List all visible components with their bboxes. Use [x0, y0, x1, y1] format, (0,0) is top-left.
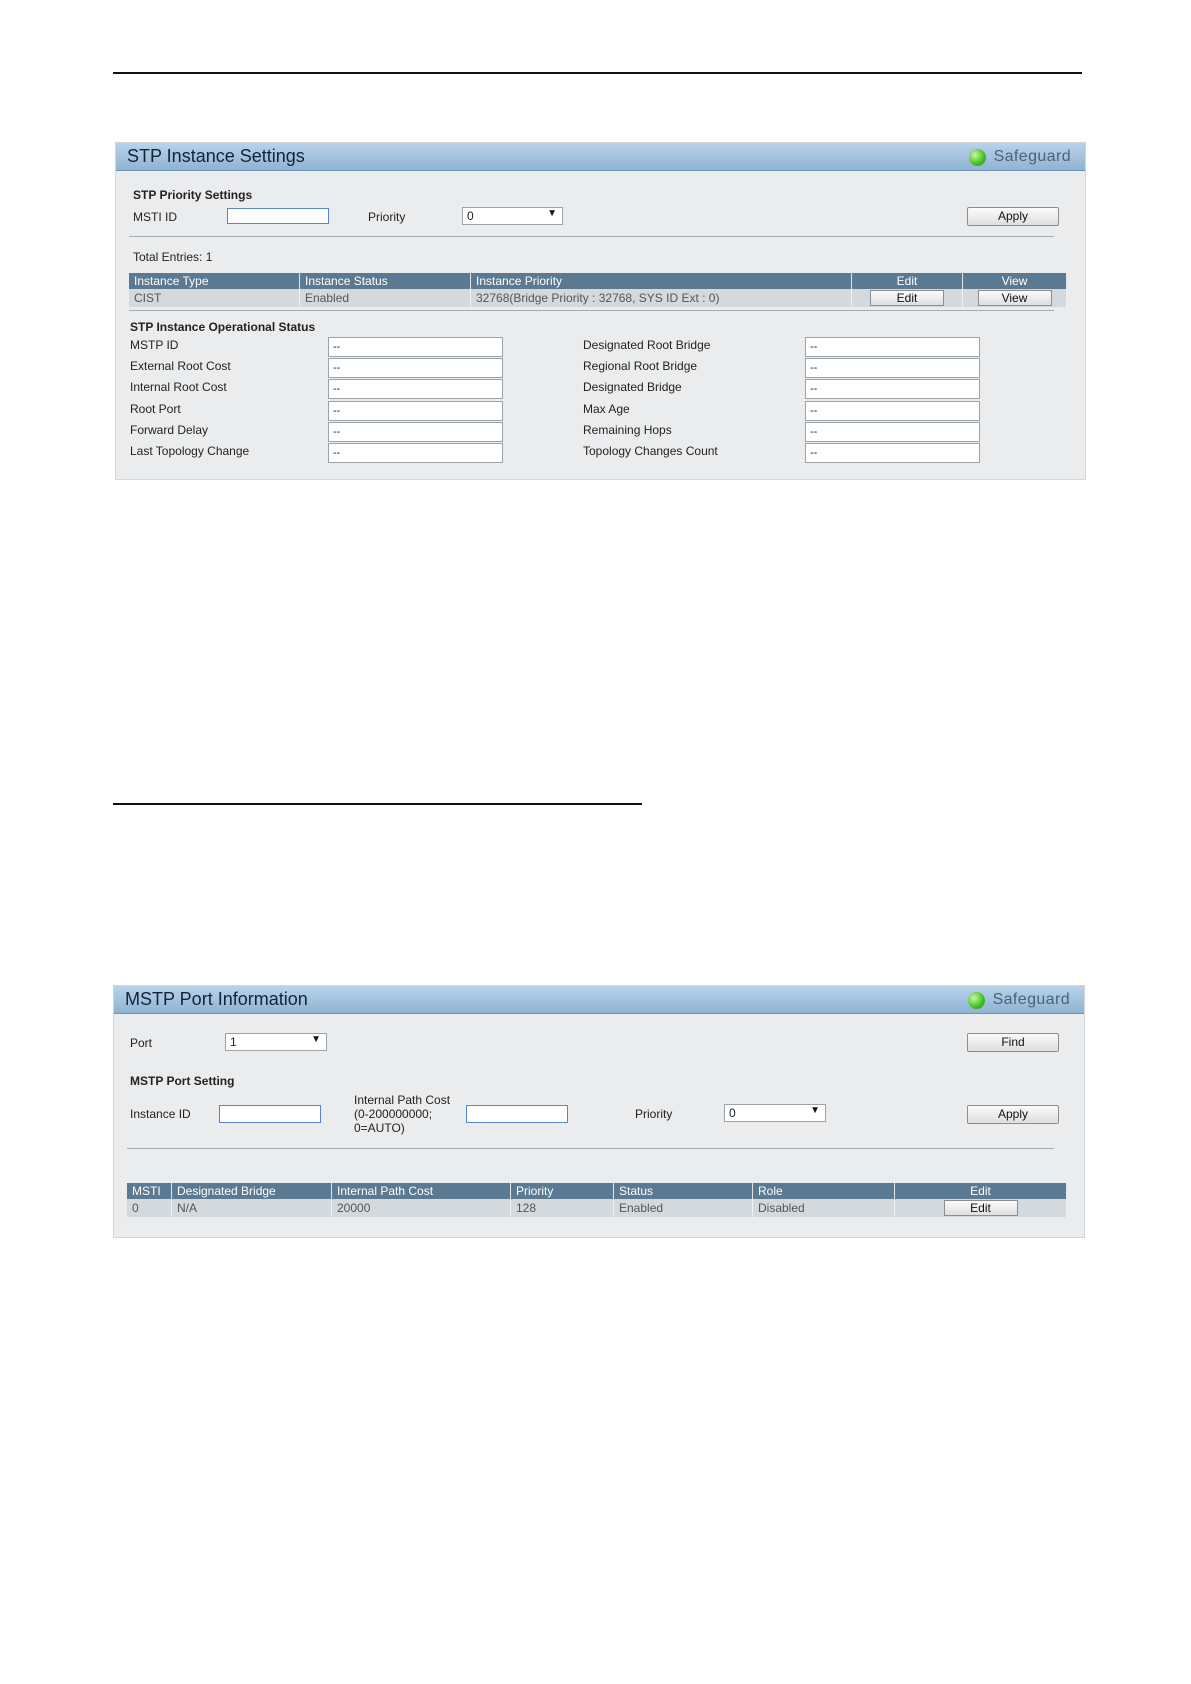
col-instance-type: Instance Type: [129, 273, 300, 289]
port-setting-heading: MSTP Port Setting: [130, 1074, 235, 1088]
designated-bridge-label: Designated Bridge: [583, 380, 682, 394]
dropdown-arrow-icon: ▼: [311, 1034, 321, 1045]
cell-msti: 0: [127, 1199, 172, 1217]
mstp-id-label: MSTP ID: [130, 338, 179, 352]
max-age-field: --: [805, 401, 980, 421]
instance-id-label: Instance ID: [130, 1107, 191, 1121]
view-button[interactable]: View: [978, 290, 1052, 306]
remaining-hops-label: Remaining Hops: [583, 423, 672, 437]
mstp-port-information-panel: [113, 985, 1085, 1238]
table-row: [127, 1199, 1067, 1217]
last-topology-change-field: --: [328, 443, 503, 463]
cell-instance-type: CIST: [129, 289, 300, 307]
col-internal-path-cost: Internal Path Cost: [332, 1183, 511, 1199]
priority-select[interactable]: [462, 207, 563, 225]
section-divider-rule: [113, 803, 642, 805]
panel-header: [114, 986, 1084, 1014]
instance-id-input[interactable]: [219, 1105, 321, 1123]
col-instance-status: Instance Status: [300, 273, 471, 289]
col-edit: Edit: [895, 1183, 1067, 1199]
edit-button[interactable]: Edit: [870, 290, 944, 306]
internal-path-cost-auto-note: 0=AUTO): [354, 1121, 405, 1135]
panel-title: STP Instance Settings: [127, 146, 305, 166]
internal-path-cost-range: (0-200000000;: [354, 1107, 433, 1121]
col-view: View: [963, 273, 1067, 289]
remaining-hops-field: --: [805, 422, 980, 442]
col-edit: Edit: [852, 273, 963, 289]
safeguard-status-icon: [968, 992, 985, 1009]
cell-status: Enabled: [614, 1199, 753, 1217]
total-entries: Total Entries: 1: [133, 250, 213, 264]
internal-root-cost-label: Internal Root Cost: [130, 380, 227, 394]
find-button[interactable]: Find: [967, 1033, 1059, 1052]
col-status: Status: [614, 1183, 753, 1199]
designated-bridge-field: --: [805, 379, 980, 399]
regional-root-bridge-field: --: [805, 358, 980, 378]
safeguard-indicator: [968, 990, 1070, 1010]
col-designated-bridge: Designated Bridge: [172, 1183, 332, 1199]
mstp-id-field: --: [328, 337, 503, 357]
priority-label: Priority: [635, 1107, 673, 1121]
separator: [127, 1148, 1054, 1149]
col-role: Role: [753, 1183, 895, 1199]
safeguard-status-icon: [969, 149, 986, 166]
internal-root-cost-field: --: [328, 379, 503, 399]
table-header-row: [129, 273, 1067, 289]
col-priority: Priority: [511, 1183, 614, 1199]
operational-status-heading: STP Instance Operational Status: [130, 320, 316, 334]
separator: [129, 310, 1054, 311]
port-label: Port: [130, 1036, 153, 1050]
root-port-label: Root Port: [130, 402, 181, 416]
cell-designated-bridge: N/A: [172, 1199, 332, 1217]
max-age-label: Max Age: [583, 402, 630, 416]
priority-select-value: 0: [729, 1106, 736, 1120]
internal-path-cost-label: Internal Path Cost: [354, 1093, 451, 1107]
internal-path-cost-input[interactable]: [466, 1105, 568, 1123]
safeguard-label: Safeguard: [993, 148, 1071, 165]
cell-instance-priority: 32768(Bridge Priority : 32768, SYS ID Ext : 0): [471, 289, 852, 307]
port-select[interactable]: [225, 1033, 327, 1051]
cell-internal-path-cost: 20000: [332, 1199, 511, 1217]
dropdown-arrow-icon: ▼: [810, 1105, 820, 1116]
cell-priority: 128: [511, 1199, 614, 1217]
separator: [129, 236, 1054, 237]
priority-select[interactable]: [724, 1104, 826, 1122]
cell-edit: [852, 289, 963, 307]
col-instance-priority: Instance Priority: [471, 273, 852, 289]
forward-delay-label: Forward Delay: [130, 423, 209, 437]
panel-header: [116, 143, 1085, 171]
topology-changes-count-field: --: [805, 443, 980, 463]
apply-button[interactable]: Apply: [967, 207, 1059, 226]
regional-root-bridge-label: Regional Root Bridge: [583, 359, 698, 373]
stp-instance-settings-panel: [115, 142, 1086, 480]
topology-changes-count-label: Topology Changes Count: [583, 444, 718, 458]
cell-edit: [895, 1199, 1067, 1217]
msti-id-label: MSTI ID: [133, 210, 177, 224]
instance-table: [129, 273, 1067, 307]
panel-title: MSTP Port Information: [125, 989, 308, 1009]
msti-id-input[interactable]: [227, 208, 329, 224]
external-root-cost-label: External Root Cost: [130, 359, 231, 373]
apply-button[interactable]: Apply: [967, 1105, 1059, 1124]
cell-role: Disabled: [753, 1199, 895, 1217]
priority-label: Priority: [368, 210, 406, 224]
table-row: [129, 289, 1067, 307]
col-msti: MSTI: [127, 1183, 172, 1199]
root-port-field: --: [328, 401, 503, 421]
priority-select-value: 0: [467, 209, 474, 223]
edit-button[interactable]: Edit: [944, 1200, 1018, 1216]
cell-view: [963, 289, 1067, 307]
external-root-cost-field: --: [328, 358, 503, 378]
last-topology-change-label: Last Topology Change: [130, 444, 250, 458]
port-select-value: 1: [230, 1035, 237, 1049]
designated-root-bridge-label: Designated Root Bridge: [583, 338, 711, 352]
cell-instance-status: Enabled: [300, 289, 471, 307]
priority-settings-heading: STP Priority Settings: [133, 188, 253, 202]
port-info-table: [127, 1183, 1067, 1217]
page-header-rule: [113, 72, 1082, 74]
table-header-row: [127, 1183, 1067, 1199]
safeguard-label: Safeguard: [992, 991, 1070, 1008]
dropdown-arrow-icon: ▼: [547, 208, 557, 219]
designated-root-bridge-field: --: [805, 337, 980, 357]
safeguard-indicator: [969, 147, 1071, 167]
forward-delay-field: --: [328, 422, 503, 442]
